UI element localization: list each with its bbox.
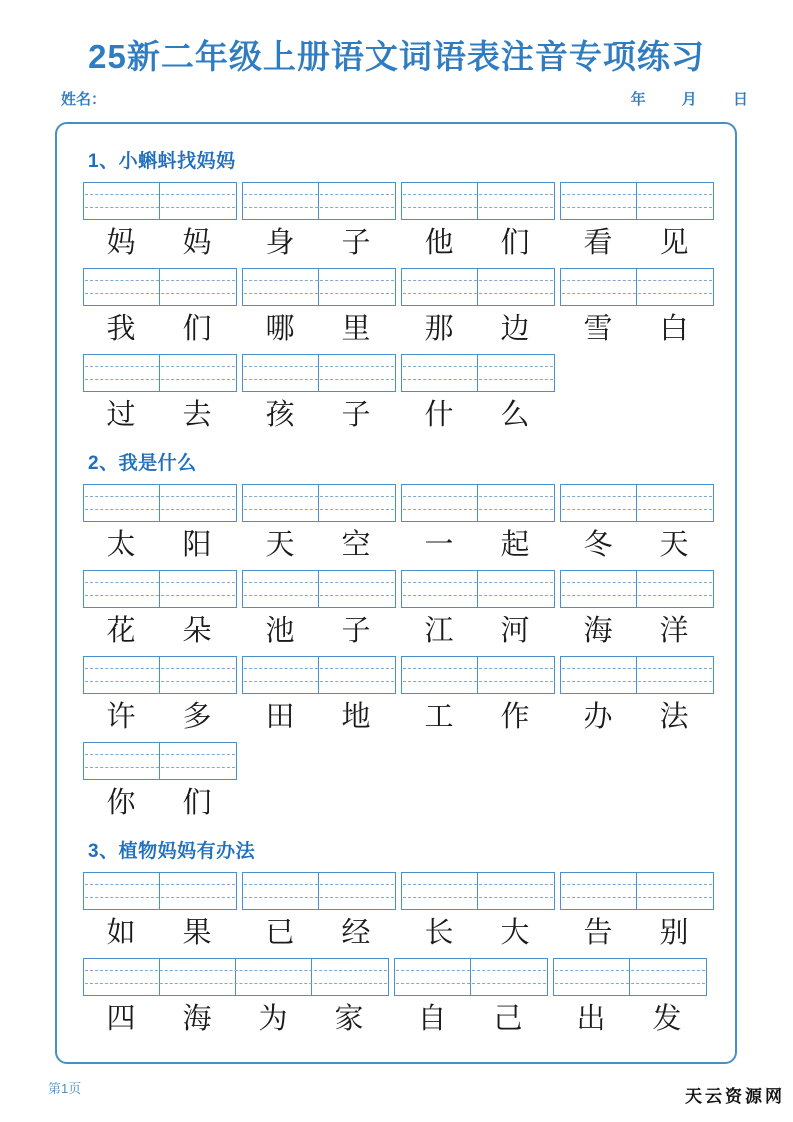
character-cell: 天 [659,527,689,561]
word-group [560,656,714,736]
character-cell: 大 [500,915,530,949]
character-cell: 妈 [182,225,212,259]
character-cell: 子 [341,225,371,259]
character-cell: 见 [659,225,689,259]
word-group [83,354,237,434]
character-cell: 子 [341,613,371,647]
character-cell: 家 [334,1001,364,1035]
pinyin-cell[interactable] [243,485,319,521]
character-cell: 长 [424,915,454,949]
character-row [401,696,555,736]
character-row [560,610,714,650]
pinyin-cell[interactable] [471,959,547,995]
section-title: 3、植物妈妈有办法 [88,841,256,862]
pinyin-box[interactable] [401,484,555,522]
pinyin-cell[interactable] [402,485,478,521]
character-cell: 已 [265,915,295,949]
word-group [242,484,396,564]
character-cell: 们 [182,785,212,819]
pinyin-cell[interactable] [319,657,395,693]
character-cell: 里 [341,311,371,345]
pinyin-cell[interactable] [243,269,319,305]
character-cell: 一 [424,527,454,561]
word-group [242,570,396,650]
pinyin-cell[interactable] [637,183,713,219]
character-row [394,998,548,1038]
character-cell: 工 [424,699,454,733]
pinyin-cell[interactable] [478,571,554,607]
pinyin-cell[interactable] [637,657,713,693]
character-cell: 为 [258,1001,288,1035]
character-row [242,696,396,736]
lesson-section [83,448,735,822]
pinyin-cell[interactable] [84,485,160,521]
pinyin-cell[interactable] [243,657,319,693]
character-row [242,394,396,434]
character-cell: 我 [106,311,136,345]
pinyin-cell[interactable] [243,873,319,909]
pinyin-cell[interactable] [630,959,706,995]
pinyin-box[interactable] [560,656,714,694]
word-group [242,354,396,434]
pinyin-cell[interactable] [312,959,388,995]
lesson-section [83,146,735,434]
character-row [83,394,237,434]
character-cell: 他 [424,225,454,259]
pinyin-cell[interactable] [84,959,160,995]
pinyin-box[interactable] [394,958,548,996]
pinyin-cell[interactable] [402,183,478,219]
character-cell: 们 [500,225,530,259]
pinyin-cell[interactable] [402,571,478,607]
pinyin-box[interactable] [242,872,396,910]
character-cell: 洋 [659,613,689,647]
word-group [394,958,548,1038]
pinyin-cell[interactable] [478,485,554,521]
word-group [401,484,555,564]
worksheet-panel [55,122,737,1064]
pinyin-cell[interactable] [243,571,319,607]
character-cell: 海 [182,1001,212,1035]
pinyin-box[interactable] [242,182,396,220]
pinyin-box[interactable] [401,182,555,220]
word-group [83,872,237,952]
character-row [242,912,396,952]
character-cell: 朵 [182,613,212,647]
pinyin-box[interactable] [83,742,237,780]
character-cell: 边 [500,311,530,345]
word-group [560,182,714,262]
word-group [83,656,237,736]
pinyin-cell[interactable] [554,959,630,995]
character-cell: 你 [106,785,136,819]
pinyin-cell[interactable] [478,873,554,909]
pinyin-cell[interactable] [319,355,395,391]
character-row [401,308,555,348]
word-group [401,656,555,736]
character-cell: 太 [106,527,136,561]
word-group [83,570,237,650]
word-group [401,872,555,952]
character-cell: 雪 [583,311,613,345]
year-label: 年 [630,90,647,108]
word-group [560,484,714,564]
pinyin-cell[interactable] [84,183,160,219]
character-row [242,222,396,262]
character-cell: 别 [659,915,689,949]
name-label: 姓名： [61,90,107,108]
pinyin-cell[interactable] [84,873,160,909]
word-group [401,354,555,434]
character-cell: 么 [500,397,530,431]
character-cell: 江 [424,613,454,647]
pinyin-cell[interactable] [160,269,236,305]
character-cell: 天 [265,527,295,561]
character-cell: 如 [106,915,136,949]
pinyin-cell[interactable] [561,485,637,521]
pinyin-cell[interactable] [478,183,554,219]
character-row [83,998,389,1038]
word-group [401,570,555,650]
worksheet-content [57,124,735,1038]
character-cell: 作 [500,699,530,733]
word-row [83,182,735,262]
pinyin-cell[interactable] [84,355,160,391]
pinyin-cell[interactable] [319,873,395,909]
character-cell: 空 [341,527,371,561]
character-row [242,308,396,348]
character-row [401,222,555,262]
pinyin-cell[interactable] [319,571,395,607]
word-row [83,742,735,822]
pinyin-box[interactable] [83,182,237,220]
word-row [83,656,735,736]
student-info-row [55,88,751,110]
pinyin-box[interactable] [83,570,237,608]
word-group [401,268,555,348]
day-label: 日 [732,90,749,108]
character-cell: 己 [493,1001,523,1035]
pinyin-cell[interactable] [243,183,319,219]
character-cell: 自 [417,1001,447,1035]
word-row [83,958,735,1038]
pinyin-box[interactable] [401,354,555,392]
character-cell: 什 [424,397,454,431]
pinyin-box[interactable] [242,484,396,522]
pinyin-cell[interactable] [84,571,160,607]
pinyin-cell[interactable] [84,657,160,693]
watermark: 天云资源网 [685,1087,785,1107]
pinyin-box[interactable] [242,570,396,608]
character-cell: 身 [265,225,295,259]
pinyin-cell[interactable] [402,657,478,693]
character-cell: 地 [341,699,371,733]
date-label [631,88,749,109]
character-cell: 花 [106,613,136,647]
character-cell: 发 [652,1001,682,1035]
character-row [560,696,714,736]
pinyin-cell[interactable] [637,873,713,909]
pinyin-cell[interactable] [160,485,236,521]
character-row [83,524,237,564]
word-group [401,182,555,262]
character-cell: 田 [265,699,295,733]
character-cell: 孩 [265,397,295,431]
character-row [242,610,396,650]
pinyin-box[interactable] [83,872,237,910]
word-row [83,570,735,650]
pinyin-box[interactable] [553,958,707,996]
character-cell: 告 [583,915,613,949]
section-title: 1、小蝌蚪找妈妈 [88,151,236,172]
character-cell: 去 [182,397,212,431]
pinyin-box[interactable] [401,872,555,910]
character-cell: 海 [583,613,613,647]
character-row [401,912,555,952]
character-row [401,394,555,434]
character-cell: 看 [583,225,613,259]
character-cell: 子 [341,397,371,431]
word-row [83,354,735,434]
pinyin-cell[interactable] [319,269,395,305]
pinyin-cell[interactable] [160,657,236,693]
pinyin-cell[interactable] [561,873,637,909]
character-cell: 办 [583,699,613,733]
pinyin-cell[interactable] [160,959,236,995]
character-cell: 许 [106,699,136,733]
pinyin-box[interactable] [560,872,714,910]
section-title: 2、我是什么 [88,453,197,474]
pinyin-cell[interactable] [160,183,236,219]
word-group [83,958,389,1038]
character-row [83,222,237,262]
pinyin-cell[interactable] [402,873,478,909]
pinyin-cell[interactable] [637,269,713,305]
word-row [83,268,735,348]
character-cell: 阳 [182,527,212,561]
character-cell: 那 [424,311,454,345]
pinyin-cell[interactable] [561,183,637,219]
character-row [83,696,237,736]
word-group [83,484,237,564]
character-row [83,782,237,822]
pinyin-cell[interactable] [160,571,236,607]
word-row [83,872,735,952]
word-group [560,872,714,952]
pinyin-box[interactable] [83,268,237,306]
pinyin-box[interactable] [83,958,389,996]
page-title: 25新二年级上册语文词语表注音专项练习 [88,38,705,75]
character-cell: 法 [659,699,689,733]
character-cell: 河 [500,613,530,647]
pinyin-cell[interactable] [243,355,319,391]
word-group [83,182,237,262]
pinyin-cell[interactable] [402,355,478,391]
character-cell: 们 [182,311,212,345]
pinyin-box[interactable] [560,182,714,220]
page-number: 第1页 [48,1081,82,1096]
pinyin-cell[interactable] [561,657,637,693]
pinyin-box[interactable] [560,484,714,522]
word-group [83,268,237,348]
pinyin-cell[interactable] [561,269,637,305]
character-row [560,308,714,348]
month-label: 月 [681,90,698,108]
pinyin-cell[interactable] [160,355,236,391]
character-cell: 四 [106,1001,136,1035]
character-cell: 池 [265,613,295,647]
character-row [401,524,555,564]
word-group [553,958,707,1038]
pinyin-cell[interactable] [478,355,554,391]
pinyin-cell[interactable] [84,269,160,305]
pinyin-cell[interactable] [637,571,713,607]
word-group [560,570,714,650]
character-cell: 哪 [265,311,295,345]
pinyin-box[interactable] [401,570,555,608]
pinyin-cell[interactable] [160,873,236,909]
pinyin-cell[interactable] [319,183,395,219]
word-group [83,742,237,822]
character-cell: 多 [182,699,212,733]
pinyin-box[interactable] [83,484,237,522]
word-group [242,182,396,262]
pinyin-box[interactable] [83,354,237,392]
pinyin-cell[interactable] [561,571,637,607]
pinyin-cell[interactable] [236,959,312,995]
word-row [83,484,735,564]
lesson-section [83,836,735,1038]
character-cell: 出 [576,1001,606,1035]
pinyin-box[interactable] [83,656,237,694]
pinyin-box[interactable] [560,268,714,306]
pinyin-cell[interactable] [160,743,236,779]
pinyin-cell[interactable] [478,657,554,693]
character-cell: 过 [106,397,136,431]
pinyin-box[interactable] [401,656,555,694]
character-row [560,524,714,564]
character-row [560,222,714,262]
character-cell: 白 [659,311,689,345]
character-cell: 起 [500,527,530,561]
pinyin-cell[interactable] [395,959,471,995]
character-cell: 经 [341,915,371,949]
character-row [242,524,396,564]
character-row [401,610,555,650]
pinyin-box[interactable] [401,268,555,306]
word-group [242,268,396,348]
character-cell: 冬 [583,527,613,561]
character-cell: 果 [182,915,212,949]
word-group [242,872,396,952]
pinyin-cell[interactable] [637,485,713,521]
character-row [560,912,714,952]
pinyin-cell[interactable] [478,269,554,305]
character-row [553,998,707,1038]
character-row [83,610,237,650]
pinyin-cell[interactable] [319,485,395,521]
pinyin-cell[interactable] [84,743,160,779]
pinyin-box[interactable] [242,268,396,306]
pinyin-box[interactable] [242,656,396,694]
character-row [83,308,237,348]
word-group [560,268,714,348]
pinyin-box[interactable] [560,570,714,608]
pinyin-cell[interactable] [402,269,478,305]
pinyin-box[interactable] [242,354,396,392]
character-row [83,912,237,952]
word-group [242,656,396,736]
character-cell: 妈 [106,225,136,259]
